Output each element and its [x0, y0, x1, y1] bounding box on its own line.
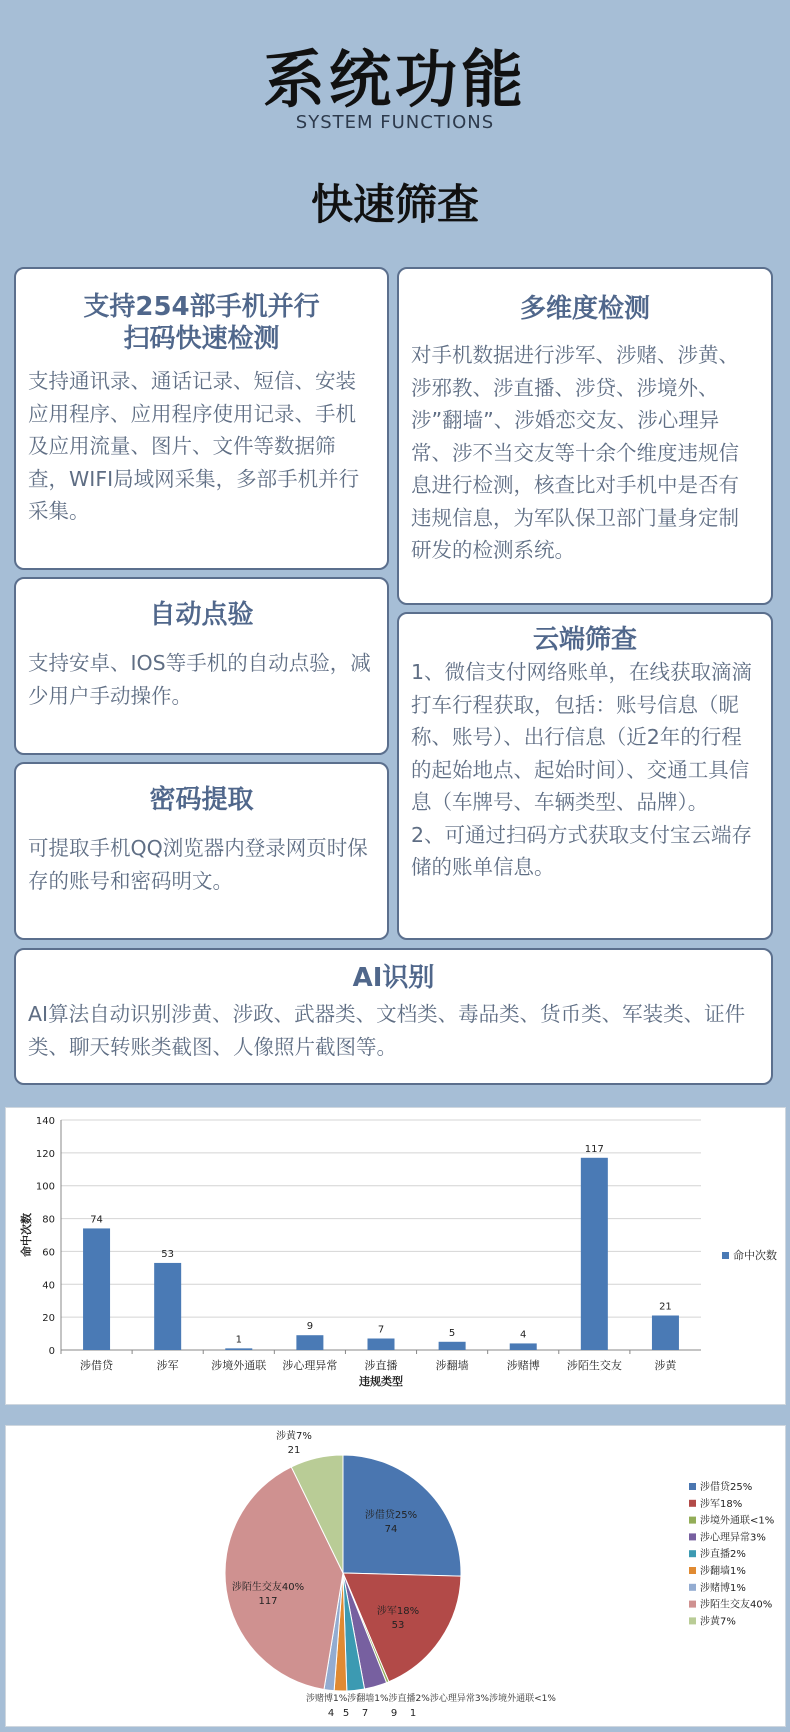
bar-chart-panel [5, 1107, 786, 1405]
legend-label: 涉黄7% [700, 1616, 736, 1628]
pie-small-value-label: 5 [342, 1708, 350, 1719]
legend-swatch [689, 1517, 696, 1524]
bar [439, 1342, 466, 1350]
bar [652, 1316, 679, 1351]
legend-label: 涉军18% [700, 1498, 743, 1510]
card-cloud [397, 612, 773, 940]
legend-label: 涉境外通联<1% [700, 1515, 775, 1527]
bar-value-label: 7 [377, 1324, 385, 1336]
y-tick-label: 40 [42, 1280, 55, 1292]
card-password-title: 密码提取 [149, 785, 254, 815]
pie-chart [6, 1426, 785, 1726]
x-tick-label: 涉借贷 [80, 1359, 114, 1372]
section-title: 快速筛查 [310, 180, 479, 229]
legend-label: 涉直播2% [700, 1549, 746, 1561]
legend-label: 涉心理异常3% [700, 1532, 766, 1544]
card-multidim-title: 多维度检测 [519, 294, 650, 324]
x-tick-label: 涉直播 [364, 1359, 398, 1372]
bar-value-label: 9 [306, 1321, 314, 1333]
bar-chart [6, 1108, 785, 1404]
legend-label: 命中次数 [733, 1249, 777, 1262]
y-tick-label: 80 [42, 1214, 55, 1226]
card-cloud-body1: 1、微信支付网络账单，在线获取滴滴打车行程获取，包括：账号信息（昵称、账号）、出行信息（近2年的行程的起始地点、起始时间）、交通工具信息（车牌号、车辆类型、品牌）。 [411, 660, 753, 814]
bar [510, 1343, 537, 1350]
bar [368, 1339, 395, 1351]
bar [296, 1335, 323, 1350]
card-cloud-title: 云端筛查 [532, 625, 637, 655]
pie-label: 117 [258, 1596, 278, 1607]
card-password-body: 可提取手机QQ浏览器内登录网页时保存的账号和密码明文。 [28, 836, 368, 893]
x-tick-label: 涉境外通联 [211, 1359, 267, 1372]
pie-label: 涉借贷25% [364, 1510, 418, 1521]
card-ai-title: AI识别 [352, 963, 435, 993]
bar [581, 1158, 608, 1350]
legend-swatch [689, 1617, 696, 1624]
bar [154, 1263, 181, 1350]
bar [225, 1348, 252, 1350]
x-tick-label: 涉翻墙 [435, 1359, 469, 1372]
bar-value-label: 4 [520, 1329, 527, 1341]
legend-swatch [689, 1601, 696, 1608]
card-autocheck-body: 支持安卓、IOS等手机的自动点验，减少用户手动操作。 [28, 651, 371, 708]
legend-swatch [689, 1550, 696, 1557]
pie-label: 74 [384, 1524, 398, 1535]
legend-swatch [689, 1584, 696, 1591]
card-ai-body: AI算法自动识别涉黄、涉政、武器类、文档类、毒品类、货币类、军装类、证件类、聊天转账类截图、人像照片截图等。 [28, 1002, 746, 1059]
bar-value-label: 117 [584, 1143, 604, 1155]
x-tick-label: 涉军 [156, 1359, 179, 1372]
y-tick-label: 100 [35, 1181, 55, 1193]
card-parallel-scan [14, 267, 389, 570]
card-multidim-body: 对手机数据进行涉军、涉赌、涉黄、涉邪教、涉直播、涉贷、涉境外、涉”翻墙”、涉婚恋交友、涉心理异常、涉不当交友等十余个维度违规信息进行检测，核查比对手机中是否有违规信息，为军队保卫部门量身定制研发的检测系统。 [411, 343, 739, 562]
x-axis-label: 违规类型 [359, 1375, 403, 1388]
y-tick-label: 120 [35, 1148, 55, 1160]
bar-value-label: 1 [235, 1334, 242, 1346]
bar [83, 1228, 110, 1350]
legend-swatch [689, 1567, 696, 1574]
pie-chart-panel [5, 1425, 786, 1727]
card-autocheck [14, 577, 389, 755]
bar-value-label: 5 [448, 1327, 456, 1339]
pie-overlap-labels: 涉赌博1%涉翻墙1%涉直播2%涉心理异常3%涉境外通联<1% [306, 1694, 556, 1704]
legend-label: 涉翻墙1% [700, 1566, 746, 1577]
card-autocheck-title: 自动点验 [149, 600, 254, 630]
card-multidim [397, 267, 773, 605]
y-tick-label: 0 [48, 1346, 55, 1357]
card-parallel-title-line2: 扫码快速检测 [123, 324, 280, 354]
pie-small-value-label: 1 [409, 1708, 417, 1719]
pie-small-value-label: 4 [327, 1708, 335, 1719]
bar-value-label: 74 [90, 1214, 103, 1226]
card-parallel-title-line1: 支持254部手机并行 [83, 292, 320, 322]
card-cloud-body2: 2、可通过扫码方式获取支付宝云端存储的账单信息。 [411, 822, 753, 879]
pie-small-value-label: 9 [390, 1708, 398, 1719]
legend-swatch [689, 1500, 696, 1507]
pie-label: 涉陌生交友40% [231, 1582, 305, 1593]
legend-label: 涉借贷25% [700, 1482, 753, 1493]
pie-label: 涉军18% [376, 1606, 420, 1617]
y-tick-label: 20 [42, 1313, 55, 1325]
x-tick-label: 涉赌博 [506, 1359, 540, 1372]
pie-label: 53 [391, 1620, 405, 1631]
card-password [14, 762, 389, 940]
legend-swatch [689, 1533, 696, 1540]
x-tick-label: 涉陌生交友 [566, 1359, 622, 1372]
x-tick-label: 涉心理异常 [282, 1359, 338, 1372]
legend-swatch [689, 1483, 696, 1490]
bar-value-label: 53 [161, 1248, 175, 1260]
card-parallel-body: 支持通讯录、通话记录、短信、安装应用程序、应用程序使用记录、手机及应用流量、图片、文件等数据筛查，WIFI局域网采集，多部手机并行采集。 [28, 369, 360, 523]
legend-label: 涉陌生交友40% [700, 1599, 773, 1611]
legend-swatch [722, 1252, 729, 1259]
y-axis-label: 命中次数 [20, 1213, 33, 1257]
y-tick-label: 140 [35, 1116, 55, 1127]
legend-label: 涉赌博1% [700, 1582, 746, 1594]
card-ai [14, 948, 773, 1085]
page-title: 系统功能 [262, 43, 527, 116]
page-subtitle: SYSTEM FUNCTIONS [295, 112, 495, 133]
y-tick-label: 60 [42, 1247, 55, 1259]
pie-label: 21 [287, 1445, 301, 1456]
bar-value-label: 21 [659, 1301, 672, 1313]
pie-label: 涉黄7% [276, 1431, 312, 1442]
pie-small-value-label: 7 [361, 1708, 369, 1719]
x-tick-label: 涉黄 [654, 1359, 677, 1372]
